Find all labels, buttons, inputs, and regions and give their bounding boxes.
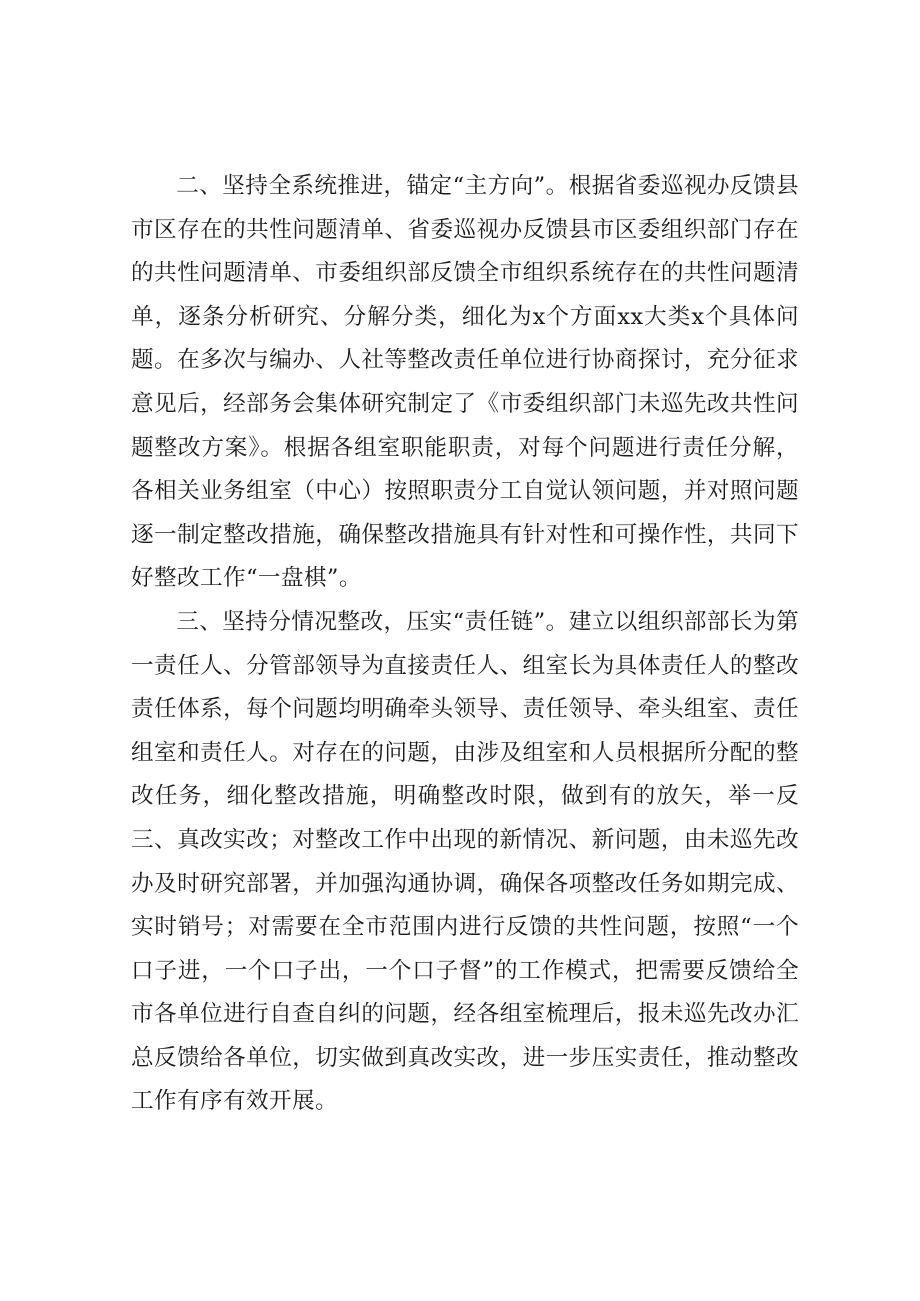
paragraph-section-three: 三、坚持分情况整改，压实“责任链”。建立以组织部部长为第一责任人、分管部领导为直接责任人、组室长为具体责任人的整改责任体系，每个问题均明确牵头领导、责任领导、牵头组室、责任组室和责任人。对存在的问题，由涉及组室和人员根据所分配的整改任务，细化整改措施，明确整改时限，做到有的放矢，举一反三、真改实改；对整改工作中出现的新情况、新问题，由未巡先改办及时研究部署，并加强沟通协调，确保各项整改任务如期完成、实时销号；对需要在全市范围内进行反馈的共性问题，按照“一个口子进，一个口子出，一个口子督”的工作模式，把需要反馈给全市各单位进行自查自纠的问题，经各组室梳理后，报未巡先改办汇总反馈给各单位，切实做到真改实改，进一步压实责任，推动整改工作有序有效开展。 [131,608,799,1115]
paragraph-section-two: 二、坚持全系统推进，锚定“主方向”。根据省委巡视办反馈县市区存在的共性问题清单、省委巡视办反馈县市区委组织部门存在的共性问题清单、市委组织部反馈全市组织系统存在的共性问题清单，逐条分析研究、分解分类，细化为x个方面xx大类x个具体问题。在多次与编办、人社等整改责任单位进行协商探讨，充分征求意见后，经部务会集体研究制定了《市委组织部门未巡先改共性问题整改方案》。根据各组室职能职责，对每个问题进行责任分解，各相关业务组室（中心）按照职责分工自觉认领问题，并对照问题逐一制定整改措施，确保整改措施具有针对性和可操作性，共同下好整改工作“一盘棋”。 [131,173,799,592]
document-body [131,165,799,1124]
